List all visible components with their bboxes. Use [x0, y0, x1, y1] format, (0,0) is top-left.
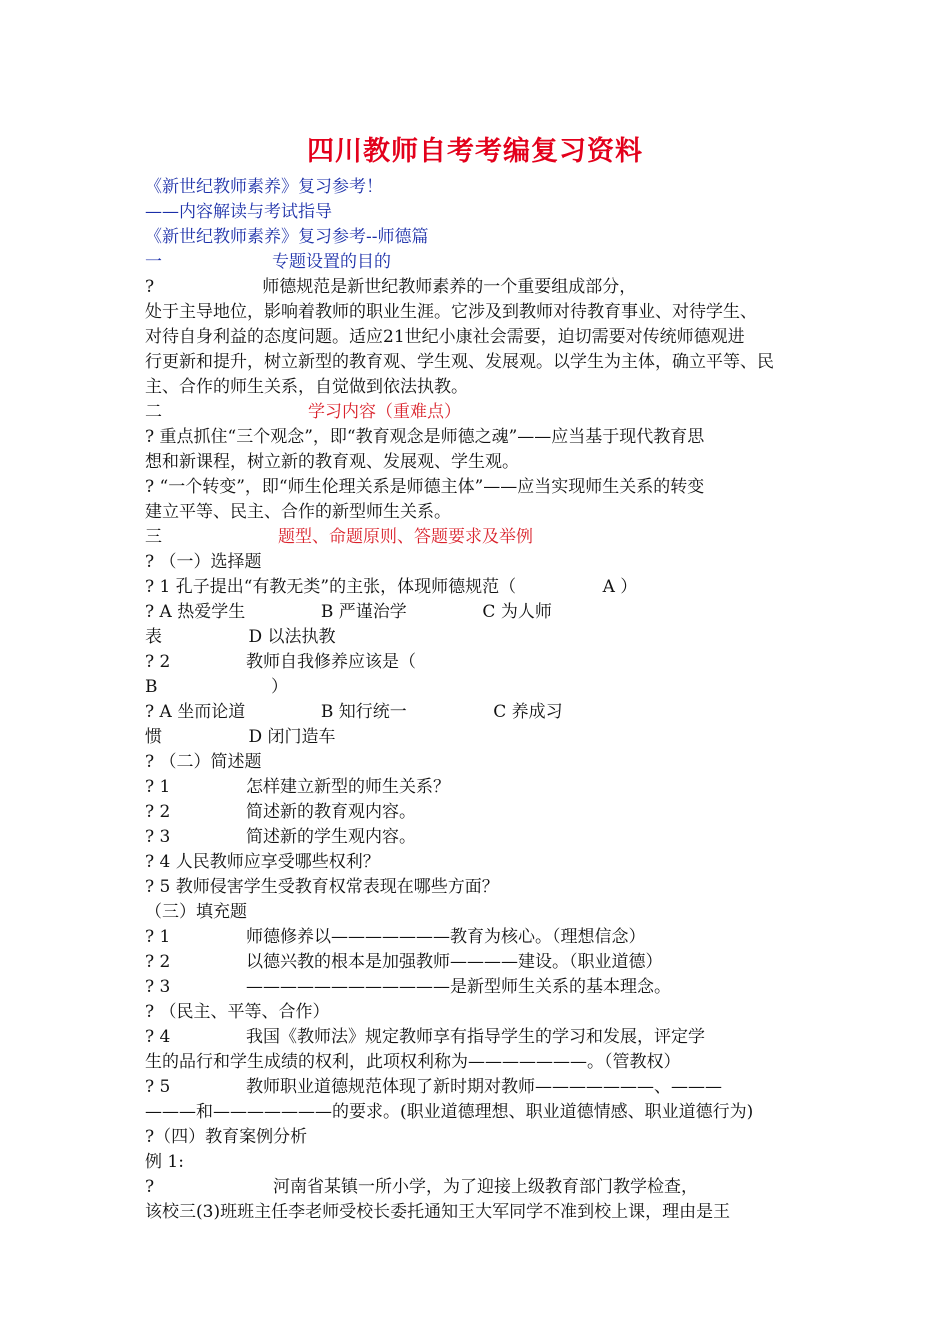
section-title: 题型、命题原则、答题要求及举例: [278, 527, 533, 547]
text-line: ? 3 简述新的学生观内容。: [145, 827, 416, 847]
text-line: ? （二）简述题: [145, 752, 262, 772]
text-line: ? 2 简述新的教育观内容。: [145, 802, 416, 822]
section-heading-1: [145, 250, 810, 275]
text-line: ? 师德规范是新世纪教师素养的一个重要组成部分，: [145, 277, 637, 297]
text-line: ? 1 师德修养以———————教育为核心。（理想信念）: [145, 927, 646, 947]
text-line: ? 重点抓住“三个观念”，即“教育观念是师德之魂”——应当基于现代教育思: [145, 427, 705, 447]
text-line: 该校三(3)班班主任李老师受校长委托通知王大军同学不准到校上课，理由是王: [145, 1202, 731, 1222]
text-line: ? 5 教师侵害学生受教育权常表现在哪些方面？: [145, 877, 499, 897]
header-line: 《新世纪教师素养》复习参考！: [145, 177, 383, 197]
text-line: ? （一）选择题: [145, 552, 262, 572]
text-line: ? A 坐而论道 B 知行统一 C 养成习: [145, 702, 563, 722]
section-number: 二: [145, 402, 162, 422]
text-line: 主、合作的师生关系，自觉做到依法执教。: [145, 377, 468, 397]
text-line: ? 1 孔子提出“有教无类”的主张，体现师德规范（ A ）: [145, 577, 638, 597]
text-line: ? 4 我国《教师法》规定教师享有指导学生的学习和发展，评定学: [145, 1027, 705, 1047]
text-line: 表 D 以法执教: [145, 627, 336, 647]
text-line: 行更新和提升，树立新型的教育观、学生观、发展观。以学生为主体，确立平等、民: [145, 352, 774, 372]
text-line: 生的品行和学生成绩的权利，此项权利称为———————。（管教权）: [145, 1052, 681, 1072]
text-line: ———和———————的要求。(职业道德理想、职业道德情感、职业道德行为): [145, 1102, 754, 1122]
document-title: 四川教师自考考编复习资料: [307, 136, 643, 167]
text-line: 对待自身利益的态度问题。适应21世纪小康社会需要，迫切需要对传统师德观进: [145, 327, 745, 347]
section-heading-3: [145, 525, 810, 550]
text-line: 处于主导地位，影响着教师的职业生涯。它涉及到教师对待教育事业、对待学生、: [145, 302, 757, 322]
text-line: 想和新课程，树立新的教育观、发展观、学生观。: [145, 452, 519, 472]
section-heading-2: [145, 400, 810, 425]
section-title: 学习内容（重难点）: [308, 402, 461, 422]
text-line: ?（四）教育案例分析: [145, 1127, 308, 1147]
section-title: 专题设置的目的: [272, 252, 391, 272]
text-line: ? 2 以德兴教的根本是加强教师————建设。（职业道德）: [145, 952, 663, 972]
text-line: ? （民主、平等、合作）: [145, 1002, 330, 1022]
text-line: ? “一个转变”，即“师生伦理关系是师德主体”——应当实现师生关系的转变: [145, 477, 705, 497]
text-line: 例 1:: [145, 1152, 184, 1172]
text-line: ? 3 ————————————是新型师生关系的基本理念。: [145, 977, 671, 997]
text-line: ? 1 怎样建立新型的师生关系？: [145, 777, 450, 797]
text-line: ? 5 教师职业道德规范体现了新时期对教师———————、———: [145, 1077, 722, 1097]
section-number: 三: [145, 527, 162, 547]
text-line: ? 4 人民教师应享受哪些权利？: [145, 852, 380, 872]
text-line: 建立平等、民主、合作的新型师生关系。: [145, 502, 451, 522]
text-line: ? 2 教师自我修养应该是（: [145, 652, 416, 672]
document-content: [145, 175, 810, 1225]
header-line: 《新世纪教师素养》复习参考--师德篇: [145, 227, 429, 247]
header-line: ——内容解读与考试指导: [145, 202, 332, 222]
text-line: 惯 D 闭门造车: [145, 727, 336, 747]
text-line: （三）填充题: [145, 902, 247, 922]
text-line: B ）: [145, 677, 288, 697]
text-line: ? A 热爱学生 B 严谨治学 C 为人师: [145, 602, 552, 622]
section-number: 一: [145, 252, 162, 272]
text-line: ? 河南省某镇一所小学，为了迎接上级教育部门教学检查，: [145, 1177, 698, 1197]
